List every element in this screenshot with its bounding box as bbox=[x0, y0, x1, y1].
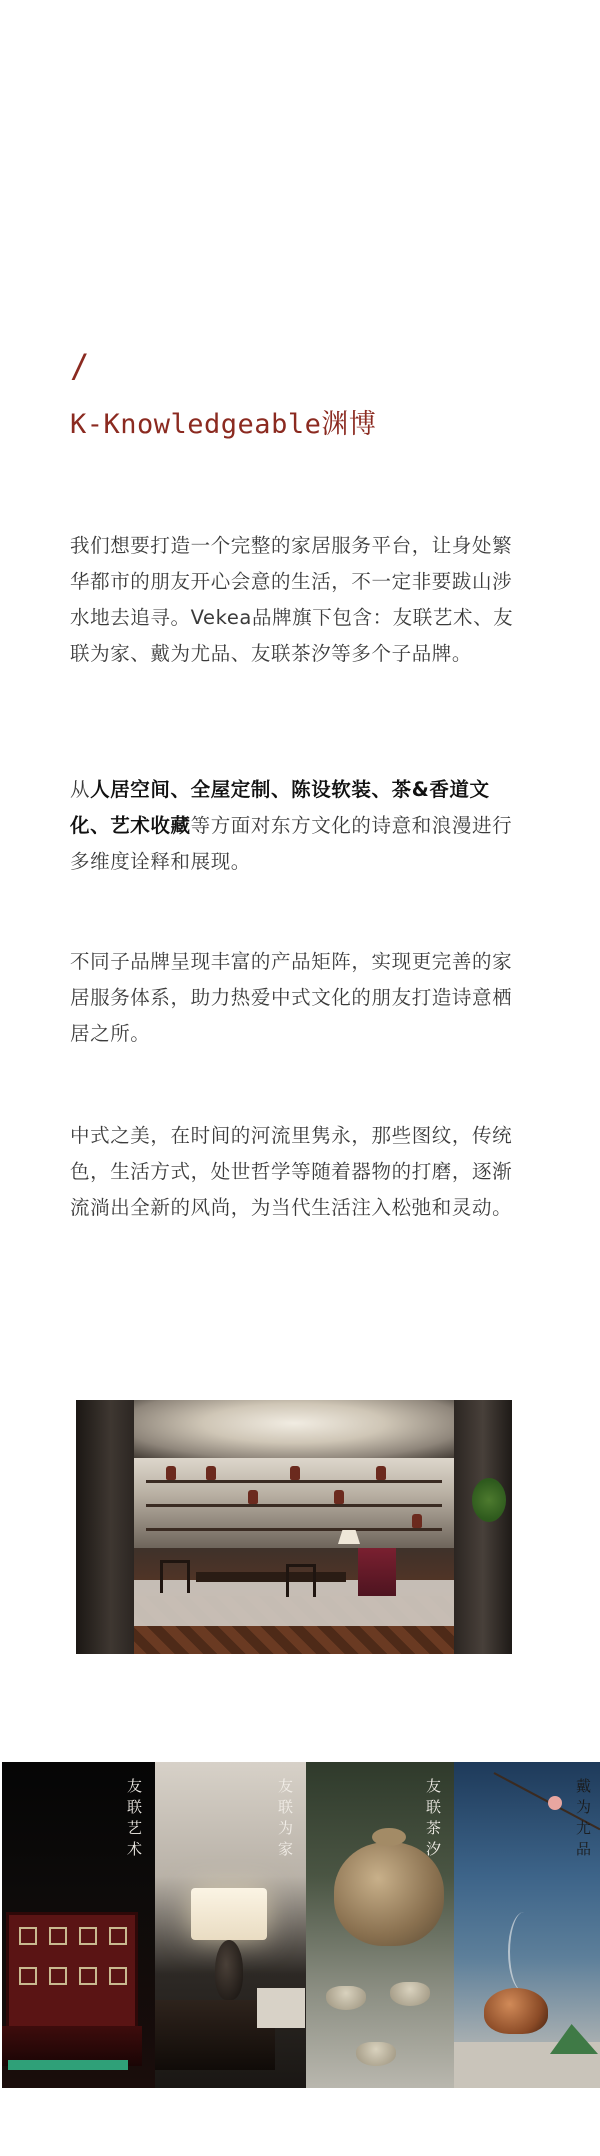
matrix-paragraph: 不同子品牌呈现丰富的产品矩阵，实现更完善的家居服务体系，助力热爱中式文化的朋友打造诗意栖居之所。 bbox=[70, 950, 513, 1045]
lamp-shade bbox=[191, 1888, 267, 1940]
tea-cup bbox=[326, 1986, 366, 2010]
box-inlay bbox=[109, 1967, 127, 1985]
section-heading: K-Knowledgeable渊博 bbox=[70, 409, 377, 440]
photo-pillar-right bbox=[454, 1400, 512, 1654]
brand-panel-tea[interactable] bbox=[306, 1762, 454, 2088]
photo-jar bbox=[334, 1490, 344, 1504]
brand-strip bbox=[2, 1762, 600, 2088]
green-mountain-ornament bbox=[550, 2024, 598, 2054]
photo-shelf bbox=[146, 1480, 442, 1483]
tea-cup bbox=[390, 1982, 430, 2006]
domains-prefix: 从 bbox=[70, 778, 91, 801]
photo-jar bbox=[166, 1466, 176, 1480]
box-inlay bbox=[49, 1927, 67, 1945]
domains-highlight: 人居空间、全屋定制、陈设软装、茶&香道文化、艺术收藏 bbox=[70, 778, 490, 837]
jade-trim bbox=[8, 2060, 128, 2070]
photo-jar bbox=[376, 1466, 386, 1480]
showroom-photo bbox=[76, 1400, 512, 1654]
box-inlay bbox=[19, 1967, 37, 1985]
photo-jar bbox=[290, 1466, 300, 1480]
incense-smoke bbox=[508, 1912, 540, 1992]
photo-cabinet bbox=[358, 1548, 396, 1596]
domains-suffix: 等方面对东方文化的诗意和浪漫进行多维度诠释和展现。 bbox=[70, 814, 513, 873]
folded-cloth bbox=[257, 1988, 305, 2028]
box-inlay bbox=[79, 1927, 97, 1945]
box-inlay bbox=[109, 1927, 127, 1945]
brand-panel-you[interactable] bbox=[454, 1762, 600, 2088]
photo-jar bbox=[206, 1466, 216, 1480]
section-slash: / bbox=[70, 347, 90, 385]
photo-shelf bbox=[146, 1504, 442, 1507]
brand-panel-home[interactable] bbox=[155, 1762, 306, 2088]
plum-blossom bbox=[548, 1796, 562, 1810]
brand-label-you: 戴为尤品 bbox=[574, 1778, 592, 1862]
domains-paragraph bbox=[70, 772, 518, 880]
photo-plant bbox=[472, 1478, 506, 1522]
box-inlay bbox=[79, 1967, 97, 1985]
photo-pillar-left bbox=[76, 1400, 134, 1654]
brand-panel-art[interactable] bbox=[2, 1762, 155, 2088]
photo-chair bbox=[160, 1560, 190, 1593]
intro-paragraph: 我们想要打造一个完整的家居服务平台，让身处繁华都市的朋友开心会意的生活，不一定非要跋山涉水地去追寻。Vekea品牌旗下包含：友联艺术、友联为家、戴为尤品、友联茶汐等多个子品牌。 bbox=[70, 534, 514, 665]
photo-jar bbox=[248, 1490, 258, 1504]
incense-burner bbox=[484, 1988, 548, 2034]
photo-table bbox=[196, 1572, 346, 1582]
beauty-paragraph: 中式之美，在时间的河流里隽永，那些图纹，传统色，生活方式，处世哲学等随着器物的打磨，逐渐流淌出全新的风尚，为当代生活注入松弛和灵动。 bbox=[70, 1124, 513, 1219]
photo-jar bbox=[412, 1514, 422, 1528]
teapot-lid bbox=[372, 1828, 406, 1846]
photo-ceiling-light bbox=[134, 1400, 454, 1458]
brand-label-art: 友联艺术 bbox=[125, 1778, 143, 1862]
box-inlay bbox=[19, 1927, 37, 1945]
brand-label-tea: 友联茶汐 bbox=[424, 1778, 442, 1862]
lamp-base bbox=[215, 1940, 243, 2000]
photo-chair bbox=[286, 1564, 316, 1597]
brand-label-home: 友联为家 bbox=[276, 1778, 294, 1862]
box-inlay bbox=[49, 1967, 67, 1985]
photo-shelf bbox=[146, 1528, 442, 1531]
tea-cup bbox=[356, 2042, 396, 2066]
carved-box bbox=[6, 1912, 138, 2030]
